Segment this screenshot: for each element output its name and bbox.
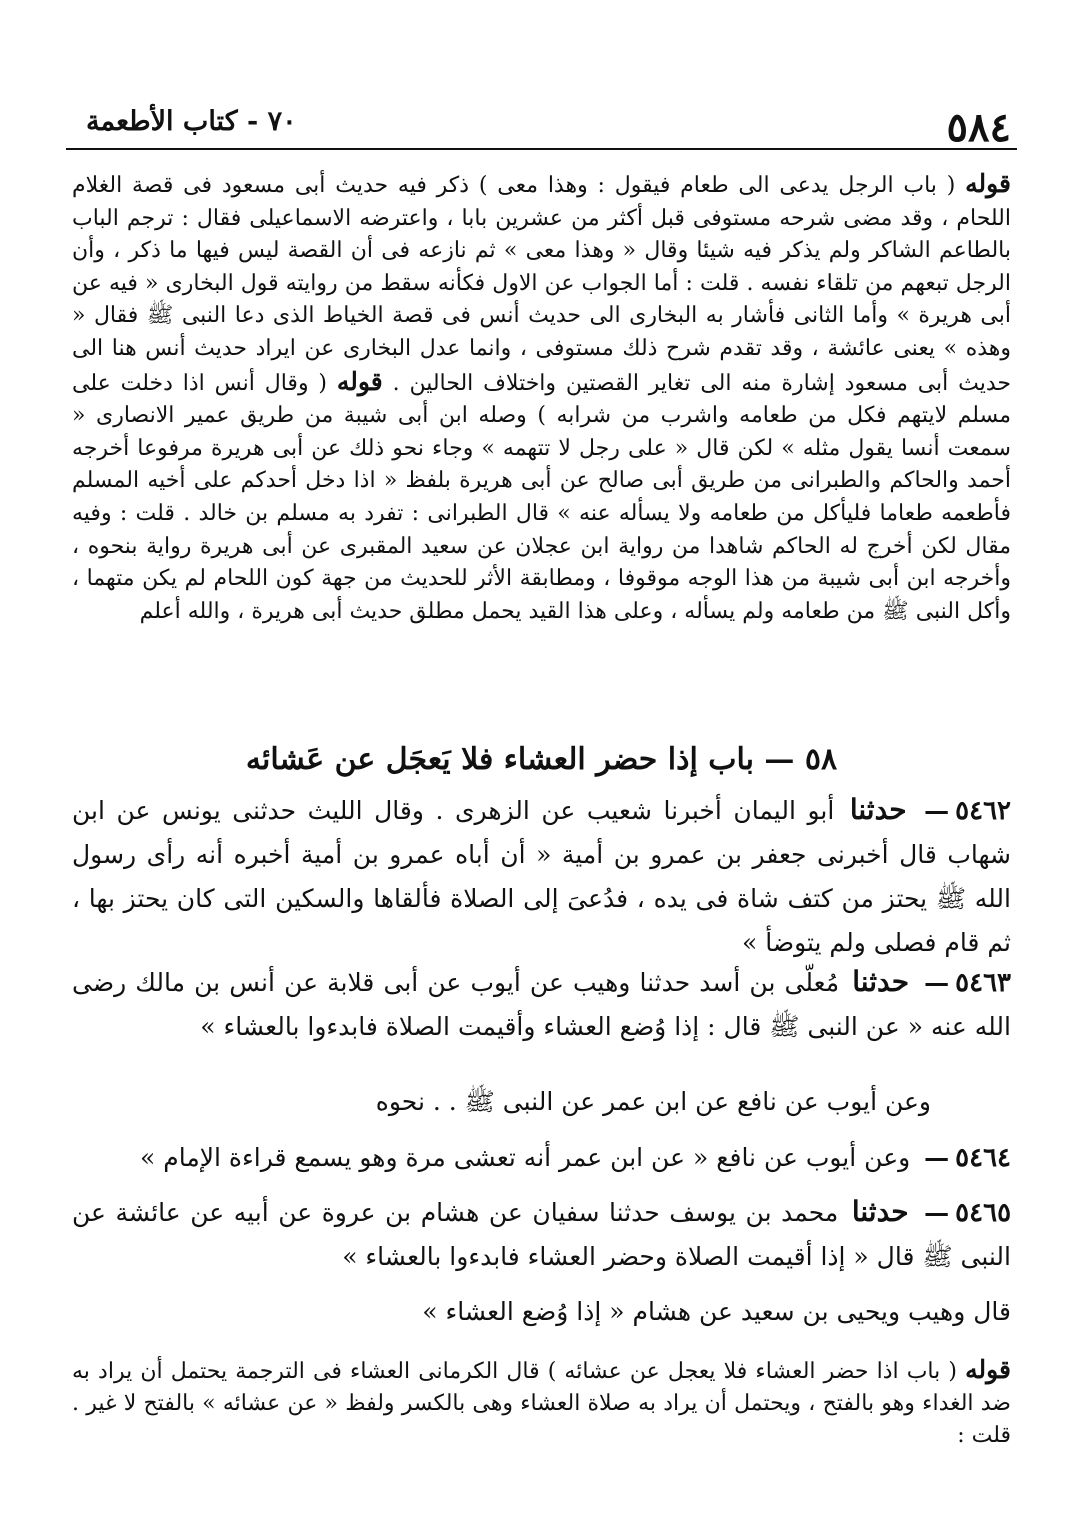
commentary-keyword: قوله bbox=[965, 1355, 1011, 1384]
commentary-text: ( باب اذا حضر العشاء فلا يعجل عن عشائه ) قال الكرمانى العشاء فى الترجمة يحتمل أن يراد به ضد الغداء وهو بالفتح ، ويحتمل أن يراد به صلاة العشاء وهى بالكسر ولفظ « عن عشائه » بالفتح لا غير . قلت : bbox=[72, 1359, 1011, 1448]
page-header bbox=[66, 96, 1017, 151]
commentary-text: ( باب الرجل يدعى الى طعام فيقول : وهذا معى ) ذكر فيه حديث أبى مسعود فى قصة الغلام اللحام ، وقد مضى شرحه مستوفى قبل أكثر من عشرين بابا ، واعترضه الاسماعيلى فقال : ترجم الباب بالطاعم الشاكر ولم يذكر فيه شيئا وقال « وهذا معى » ثم نازعه فى أن القصة ليس فيها ما ذكر ، وأن الرجل تبعهم من تلقاء نفسه . قلت : أما الجواب عن الاول فكأنه سقط من روايته قول البخارى « فيه عن أبى هريرة » وأما الثانى فأشار به البخارى الى حديث أنس فى قصة الخياط الذى دعا النبى ﷺ فقال « وهذه » يعنى عائشة ، وقد تقدم شرح ذلك مستوفى ، وانما عدل البخارى عن ايراد حديث أنس هنا الى حديث أبى مسعود إشارة منه الى تغاير القصتين واختلاف الحالين . bbox=[72, 173, 1012, 396]
header-rule bbox=[66, 148, 1017, 150]
book-title: ٧٠ - كتاب الأطعمة bbox=[86, 106, 297, 137]
hadith-text: وعن أيوب عن نافع « عن ابن عمر أنه تعشى مرة وهو يسمع قراءة الإمام » bbox=[140, 1143, 911, 1172]
hadith-number: ٥٤٦٣ bbox=[955, 968, 1011, 998]
commentary-keyword: قوله bbox=[965, 169, 1011, 198]
page-number: ٥٨٤ bbox=[946, 104, 1011, 151]
chapter-number: ٥٨ bbox=[804, 742, 838, 777]
hadith-followup bbox=[72, 1290, 1011, 1334]
chapter-heading: ٥٨ — باب إذا حضر العشاء فلا يَعجَل عن عَشائه bbox=[245, 742, 838, 777]
hadith-text: محمد بن يوسف حدثنا سفيان عن هشام بن عروة عن أبيه عن عائشة عن النبى ﷺ قال « إذا أقيمت الصلاة وحضر العشاء فابدءوا بالعشاء » bbox=[72, 1198, 1011, 1271]
hadith-followup-text: قال وهيب ويحيى بن سعيد عن هشام « إذا وُضع العشاء » bbox=[422, 1297, 1011, 1326]
hadith-opening: حدثنا bbox=[849, 793, 907, 826]
hadith-followup-text: وعن أيوب عن نافع عن ابن عمر عن النبى ﷺ . . نحوه bbox=[375, 1087, 931, 1116]
hadith-text: أبو اليمان أخبرنا شعيب عن الزهرى . وقال الليث حدثنى يونس عن ابن شهاب قال أخبرنى جعفر بن عمرو بن أمية « أن أباه عمرو بن أمية أخبره أنه رأى رسول الله ﷺ يحتز من كتف شاة فى يده ، فدُعىَ إلى الصلاة فألقاها والسكين التى كان يحتز بها ، ثم قام فصلى ولم يتوضأ » bbox=[72, 796, 1011, 957]
hadith-followup bbox=[72, 1080, 1011, 1124]
chapter-word: باب bbox=[708, 742, 754, 777]
hadith-opening: حدثنا bbox=[851, 1195, 909, 1228]
commentary-keyword: قوله bbox=[336, 366, 383, 396]
hadith-number: ٥٤٦٤ bbox=[955, 1143, 1011, 1173]
hadith-text: مُعلّى بن أسد حدثنا وهيب عن أيوب عن أبى قلابة عن أنس بن مالك رضى الله عنه « عن النبى ﷺ قال : إذا وُضع العشاء وأقيمت الصلاة فابدءوا بالعشاء » bbox=[72, 968, 1011, 1041]
hadith-opening: حدثنا bbox=[852, 965, 910, 998]
commentary-block-1 bbox=[72, 168, 1011, 628]
hadith-entry: ٥٤٦٣— حدثنا مُعلّى بن أسد حدثنا وهيب عن أيوب عن أبى قلابة عن أنس بن مالك رضى الله عنه « عن النبى ﷺ قال : إذا وُضع العشاء وأقيمت الصلاة فابدءوا بالعشاء » bbox=[72, 965, 1011, 1041]
commentary-text: ( وقال أنس اذا دخلت على مسلم لايتهم فكل من طعامه واشرب من شرابه ) وصله ابن أبى شيبة من طريق عمير الانصارى « سمعت أنسا يقول مثله » لكن قال « على رجل لا تتهمه » وجاء نحو ذلك عن أبى هريرة مرفوعا أخرجه أحمد والحاكم والطبرانى من طريق أبى صالح عن أبى هريرة بلفظ « اذا دخل أحدكم على أخيه المسلم فأطعمه طعاما فليأكل من طعامه ولا يسأله عنه » قال الطبرانى : تفرد به مسلم بن خالد . قلت : وفيه مقال لكن أخرج له الحاكم شاهدا من رواية ابن عجلان عن سعيد المقبرى عن أبى هريرة رواية بنحوه ، وأخرجه ابن أبى شيبة من هذا الوجه موقوفا ، ومطابقة الأثر للحديث من جهة كون اللحام لم يكن متهما ، وأكل النبى ﷺ من طعامه ولم يسأله ، وعلى هذا القيد يحمل مطلق حديث أبى هريرة ، والله أعلم bbox=[72, 370, 1011, 624]
hadith-number: ٥٤٦٥ bbox=[955, 1198, 1012, 1228]
hadith-entry: ٥٤٦٥— حدثنا محمد بن يوسف حدثنا سفيان عن هشام بن عروة عن أبيه عن عائشة عن النبى ﷺ قال « إذا أقيمت الصلاة وحضر العشاء فابدءوا بالعشاء » bbox=[72, 1195, 1012, 1271]
hadith-entry: ٥٤٦٢— حدثنا أبو اليمان أخبرنا شعيب عن الزهرى . وقال الليث حدثنى يونس عن ابن شهاب قال أخبرنى جعفر بن عمرو بن أمية « أن أباه عمرو بن أمية أخبره أنه رأى رسول الله ﷺ يحتز من كتف شاة فى يده ، فدُعىَ إلى الصلاة فألقاها والسكين التى كان يحتز بها ، ثم قام فصلى ولم يتوضأ » bbox=[72, 793, 1011, 957]
hadith-number: ٥٤٦٢ bbox=[955, 796, 1011, 826]
hadith-entry: ٥٤٦٤— وعن أيوب عن نافع « عن ابن عمر أنه تعشى مرة وهو يسمع قراءة الإمام » bbox=[140, 1143, 1011, 1173]
commentary-block-2 bbox=[72, 1354, 1011, 1452]
chapter-title: إذا حضر العشاء فلا يَعجَل عن عَشائه bbox=[245, 742, 698, 777]
